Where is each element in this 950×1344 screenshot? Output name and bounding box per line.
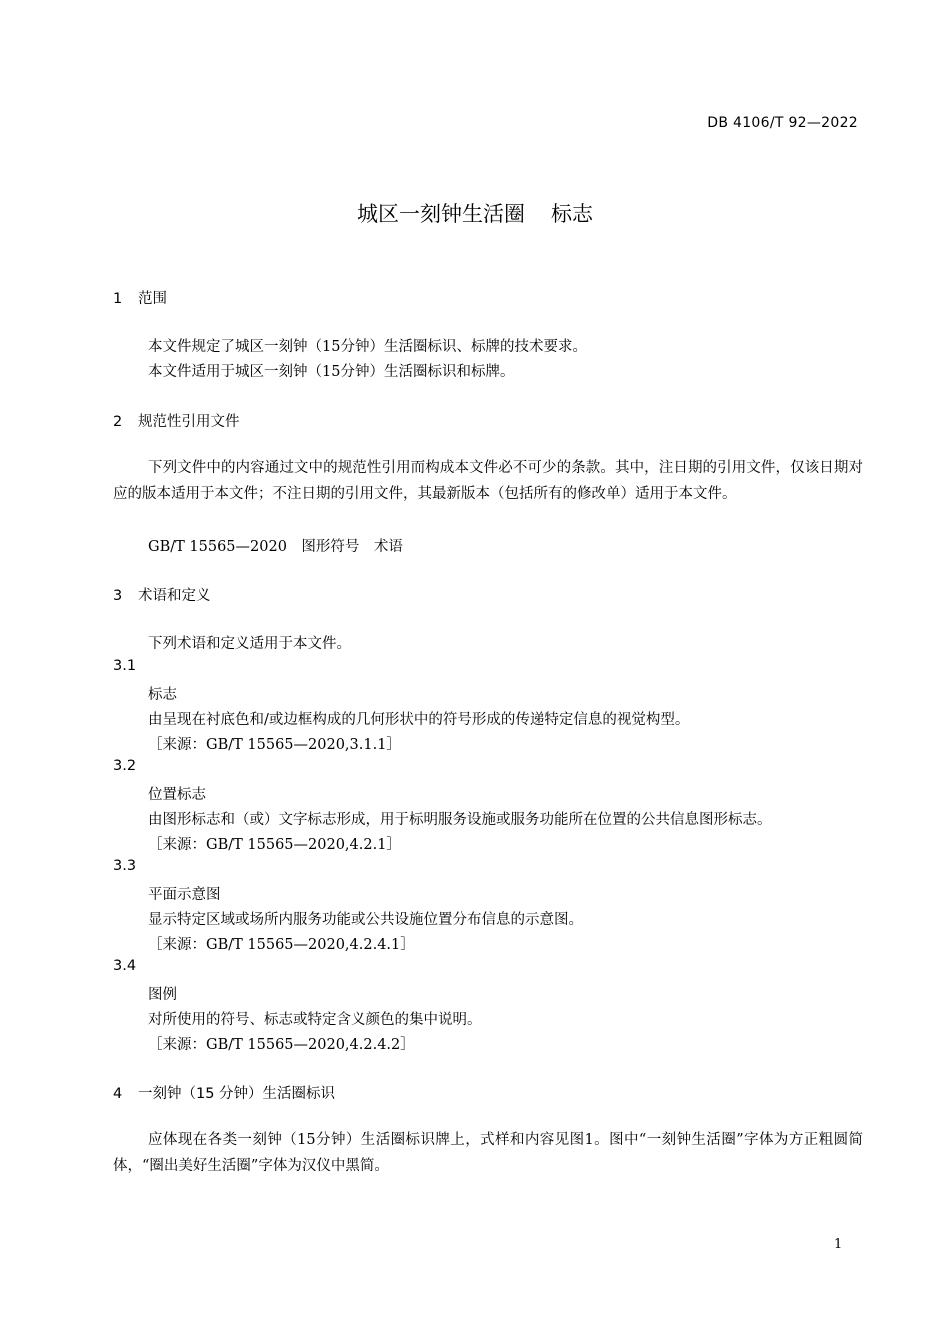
term-definition: 由图形标志和（或）文字标志形成，用于标明服务设施或服务功能所在位置的公共信息图形标志。: [148, 812, 772, 828]
section-heading-scope: [113, 287, 167, 308]
section-title: 规范性引用文件: [138, 414, 240, 430]
section-number: 4: [113, 1086, 123, 1102]
term-number: 3.2: [113, 758, 137, 774]
section-heading-marking: [113, 1082, 335, 1103]
title-main: 城区一刻钟生活圈: [357, 202, 525, 226]
marking-paragraph: 应体现在各类一刻钟（15分钟）生活圈标识牌上，式样和内容见图1。图中“一刻钟生活圈”字体为方正粗圆简体，“圈出美好生活圈”字体为汉仪中黑简。: [113, 1132, 863, 1174]
section-heading-normative: [113, 410, 240, 431]
section-number: 2: [113, 414, 123, 430]
term-source: ［来源：GB/T 15565—2020,4.2.1］: [148, 837, 401, 853]
section-heading-terms: [113, 584, 211, 605]
normative-reference: GB/T 15565—2020 图形符号 术语: [148, 539, 403, 555]
terms-intro: 下列术语和定义适用于本文件。: [148, 636, 351, 652]
scope-line-1: 本文件规定了城区一刻钟（15分钟）生活圈标识、标牌的技术要求。: [148, 339, 587, 355]
standard-code: DB 4106/T 92—2022: [707, 115, 858, 131]
title-sub: 标志: [551, 202, 593, 226]
term-source: ［来源：GB/T 15565—2020,4.2.4.1］: [148, 937, 415, 953]
term-definition: 对所使用的符号、标志或特定含义颜色的集中说明。: [148, 1012, 482, 1028]
term-number: 3.1: [113, 658, 137, 674]
term-number: 3.4: [113, 958, 137, 974]
section-title: 术语和定义: [138, 588, 211, 604]
normative-paragraph: 下列文件中的内容通过文中的规范性引用而构成本文件必不可少的条款。其中，注日期的引用文件，仅该日期对应的版本适用于本文件；不注日期的引用文件，其最新版本（包括所有的修改单）适用于本文件。: [113, 460, 863, 502]
section-title: 一刻钟（15 分钟）生活圈标识: [138, 1086, 336, 1102]
term-source: ［来源：GB/T 15565—2020,3.1.1］: [148, 737, 401, 753]
section-number: 3: [113, 588, 123, 604]
document-title: [0, 198, 950, 228]
term-number: 3.3: [113, 858, 137, 874]
page-number: 1: [834, 1237, 843, 1252]
term-source: ［来源：GB/T 15565—2020,4.2.4.2］: [148, 1037, 415, 1053]
section-number: 1: [113, 291, 123, 307]
term-name: 位置标志: [148, 787, 206, 803]
section-title: 范围: [138, 291, 167, 307]
term-definition: 由呈现在衬底色和/或边框构成的几何形状中的符号形成的传递特定信息的视觉构型。: [148, 712, 690, 728]
term-definition: 显示特定区域或场所内服务功能或公共设施位置分布信息的示意图。: [148, 912, 583, 928]
scope-line-2: 本文件适用于城区一刻钟（15分钟）生活圈标识和标牌。: [148, 364, 515, 380]
term-name: 标志: [148, 687, 177, 703]
term-name: 图例: [148, 987, 177, 1003]
term-name: 平面示意图: [148, 887, 221, 903]
